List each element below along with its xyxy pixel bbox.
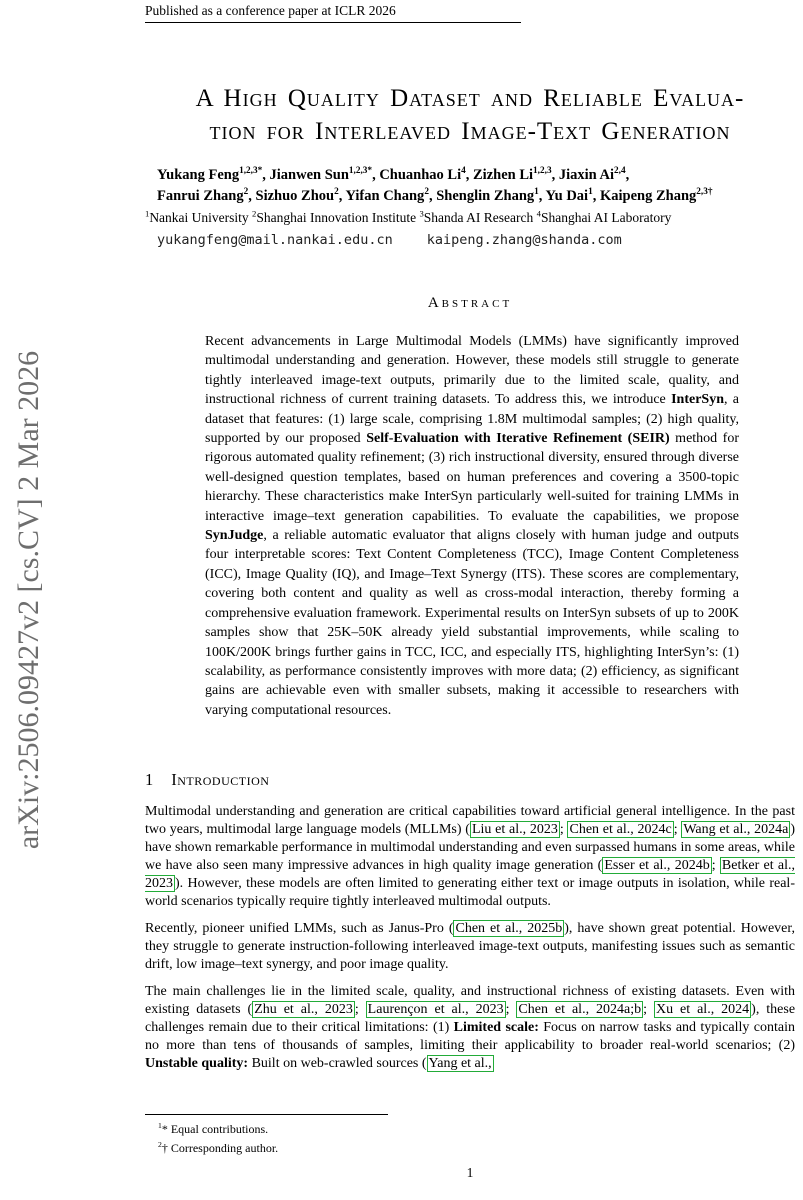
author-name: Shenglin Zhang	[436, 188, 535, 204]
citation-link[interactable]: Xu et al., 2024	[655, 1002, 750, 1017]
author-affiliation-marker: 1	[588, 187, 593, 198]
footnote: $^2$† Corresponding author.	[158, 1140, 279, 1155]
citation-link[interactable]: Betker et al., 2023	[145, 858, 796, 891]
superscript-marker: 2	[252, 208, 257, 219]
author-name: Fanrui Zhang	[157, 188, 244, 204]
introduction-text	[145, 803, 795, 1082]
citation-link[interactable]: Chen et al., 2024c	[569, 822, 672, 837]
title-line: tion for Interleaved Image-Text Generation	[209, 118, 731, 145]
text-segment: ;	[711, 858, 720, 873]
text-segment: ), have shown great potential. However, they struggle to generate instruction-following interleaved image-text outputs, manifesting issues such as semantic drift, low image–text synergy, and poor image quality.	[145, 921, 795, 972]
superscript-marker: 1	[158, 1121, 162, 1130]
section-title: Introduction	[171, 770, 270, 789]
author-row: Fanrui Zhang$^2$, Sizhuo Zhou$^2$, Yifan Chang$^2$, Shenglin Zhang$^1$, Yu Dai$^1$, Kaipeng Zhang$^{2,3\dagger}$	[157, 187, 713, 204]
page-number: 1	[466, 1165, 474, 1180]
author-name: Yukang Feng	[157, 167, 240, 183]
text-segment: The main challenges lie in the limited scale, quality, and instructional richness of existing datasets. Even with existing datasets (	[145, 984, 795, 1017]
text-segment: ;	[559, 822, 568, 837]
text-segment: ). However, these models are often limited to generating either text or image outputs in isolation, while real-world scenarios typically require tightly interleaved multimodal outputs.	[145, 876, 795, 909]
superscript-marker: 4	[536, 208, 541, 219]
affiliation: $^2$Shanghai Innovation Institute	[252, 208, 417, 225]
text-segment: Multimodal understanding and generation are critical capabilities toward artificial general intelligence. In the past two years, multimodal large language models (MLLMs) (	[145, 804, 795, 837]
text-segment: ) have shown remarkable performance in multimodal understanding and even surpassed humans in some areas, while we have also seen many impressive advances in high quality image generation (	[145, 822, 795, 873]
affiliation: $^4$Shanghai AI Laboratory	[536, 208, 672, 225]
text-segment: ;	[505, 1002, 517, 1017]
citation-link[interactable]: Esser et al., 2024b	[604, 858, 710, 873]
citation-link[interactable]: Chen et al., 2024a;b	[518, 1002, 642, 1017]
bold-text: SynJudge	[205, 528, 264, 544]
bold-text: InterSyn	[671, 392, 724, 408]
citation-link[interactable]: Laurençon et al., 2023	[367, 1002, 504, 1017]
author-rows	[145, 165, 795, 207]
superscript-marker: 1	[145, 208, 150, 219]
citation-link[interactable]: Zhu et al., 2023	[254, 1002, 353, 1017]
affiliation: $^3$Shanda AI Research	[419, 208, 534, 225]
superscript-marker: 2	[158, 1140, 162, 1149]
section-number: 1	[145, 770, 154, 789]
citation-link[interactable]: Yang et al.,	[428, 1056, 492, 1071]
author-affiliation-marker: 1	[534, 187, 539, 198]
text-segment: , a dataset that features: (1) large scale, comprising 1.8M multimodal samples; (2) high quality, supported by our proposed	[205, 392, 739, 447]
text-segment: method for rigorous automated quality refinement; (3) rich instructional diversity, ensured through diverse well-designed question templates, based on human preferences and covering a 3500-topic hierarchy. These characteristics make InterSyn particularly well-suited for training LMMs in interactive image–text generation capabilities. To evaluate the capabilities, we propose	[205, 431, 739, 524]
author-affiliation-marker: 2,4	[614, 166, 626, 177]
email-address: yukangfeng@mail.nankai.edu.cn	[157, 232, 393, 248]
text-segment: , a reliable automatic evaluator that aligns closely with human judge and outputs four interpretable scores: Text Content Completeness (TCC), Image Content Completeness (ICC), Image Quality (IQ), and Image–Text Synergy (ITS). These scores are complementary, covering both content and quality as well as cross-modal interaction, thereby forming a comprehensive evaluation framework. Experimental results on InterSyn subsets of up to 200K samples show that 25K–50K already yield substantial improvements, while scaling to 100K/200K brings further gains in TCC, ICC, and especially ITS, highlighting InterSyn’s: (1) scalability, as performance consistently improves with more data; (2) efficiency, as significant gains are achievable even with smaller subsets, making it accessible to researchers with varying computational resources.	[205, 528, 739, 718]
superscript-marker: 3	[419, 208, 424, 219]
text-segment: ), these challenges remain due to their critical limitations: (1)	[145, 1002, 796, 1035]
author-name: Yifan Chang	[345, 188, 425, 204]
author-name: Jianwen Sun	[269, 167, 349, 183]
affiliation: $^1$Nankai University	[145, 208, 249, 225]
email-address: kaipeng.zhang@shanda.com	[426, 232, 622, 248]
author-name: Jiaxin Ai	[558, 167, 615, 183]
author-affiliation-marker: 1,2,3*	[239, 166, 263, 177]
section-heading	[145, 770, 269, 790]
affiliations-line	[145, 207, 795, 228]
paragraph	[145, 803, 795, 911]
author-row: Yukang Feng$^{1,2,3*}$, Jianwen Sun$^{1,2,3*}$, Chuanhao Li$^4$, Zizhen Li$^{1,2,3}$, Jiaxin Ai$^{2,4}$,	[157, 166, 630, 183]
author-name: Zizhen Li	[473, 167, 534, 183]
text-segment: ;	[643, 1002, 654, 1017]
paragraph	[145, 983, 795, 1073]
bold-text: Limited scale:	[453, 1020, 539, 1035]
text-segment: Recently, pioneer unified LMMs, such as Janus-Pro (	[145, 921, 454, 936]
author-affiliation-marker: 4	[461, 166, 466, 177]
bold-text: Unstable quality:	[145, 1056, 249, 1071]
text-segment: ;	[354, 1002, 366, 1017]
footnotes	[158, 1120, 278, 1158]
author-block	[145, 165, 795, 251]
citation-link[interactable]: Wang et al., 2024a	[683, 822, 789, 837]
abstract-body	[205, 332, 739, 720]
author-affiliation-marker: 1,2,3*	[348, 166, 373, 177]
author-name: Kaipeng Zhang	[599, 188, 697, 204]
author-name: Sizhuo Zhou	[255, 188, 335, 204]
header-text: Published as a conference paper at ICLR 2026	[145, 3, 396, 18]
emails-line	[145, 230, 795, 251]
footnote: $^1$* Equal contributions.	[158, 1121, 269, 1136]
title-line: A High Quality Dataset and Reliable Evalua-	[195, 85, 745, 112]
paragraph	[145, 920, 795, 974]
text-segment: ;	[673, 822, 682, 837]
citation-link[interactable]: Liu et al., 2023	[471, 822, 558, 837]
author-affiliation-marker: 2	[334, 187, 339, 198]
text-segment: Focus on narrow tasks and typically contain no more than tens of thousands of samples, limiting their applicability to broader real-world scenarios; (2)	[145, 1020, 795, 1053]
running-header	[145, 3, 521, 23]
footnote-rule	[145, 1114, 388, 1115]
author-affiliation-marker: 2	[243, 187, 249, 198]
arxiv-watermark: arXiv:2506.09427v2 [cs.CV] 2 Mar 2026	[12, 350, 45, 850]
abstract-heading: Abstract	[427, 295, 513, 311]
text-segment: Recent advancements in Large Multimodal Models (LMMs) have significantly improved multimodal understanding and generation. However, these models still struggle to generate tightly interleaved image-text outputs, primarily due to the limited scale, quality, and instructional richness of current training datasets. To address this, we introduce	[205, 334, 739, 408]
author-affiliation-marker: 2	[424, 187, 429, 198]
author-affiliation-marker: 1,2,3	[533, 166, 552, 177]
author-affiliation-marker: 2,3†	[696, 187, 713, 198]
author-name: Yu Dai	[545, 188, 589, 204]
bold-text: Self-Evaluation with Iterative Refinement (SEIR)	[366, 431, 670, 447]
citation-link[interactable]: Chen et al., 2025b	[455, 921, 563, 936]
paper-title	[145, 82, 795, 148]
text-segment: Built on web-crawled sources (	[248, 1056, 427, 1071]
author-name: Chuanhao Li	[379, 167, 462, 183]
